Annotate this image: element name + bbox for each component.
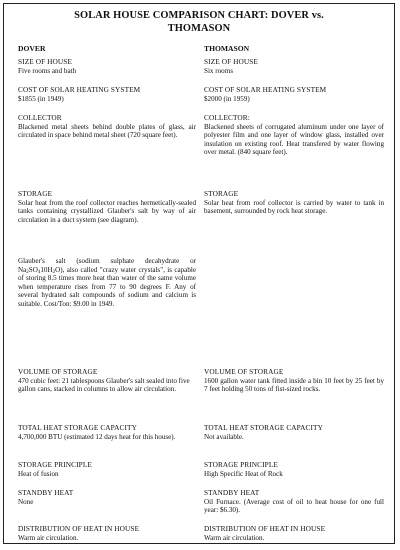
glauber-sub-3: 2 (52, 269, 56, 275)
dover-standby-value: None (18, 497, 34, 506)
dover-volume-label: VOLUME OF STORAGE (18, 367, 98, 376)
dover-volume-value: 470 cubic feet: 21 tablespoons Glauber's salt sealed into five gallon cans, stacked in columns to allow air circulation. (18, 376, 190, 394)
thomason-size-section (204, 58, 384, 75)
glauber-text-b: SO (28, 265, 38, 274)
thomason-storage-value: Solar heat from roof collector is carried by water to tank in basement, surrounded by rock heat storage. (204, 198, 384, 216)
thomason-size-value: Six rooms (204, 66, 233, 75)
thomason-collector-section (204, 114, 384, 157)
dover-standby-label: STANDBY HEAT (18, 488, 74, 497)
dover-distribution-value: Warm air circulation. (18, 533, 79, 542)
thomason-column-heading: THOMASON (204, 44, 250, 53)
dover-cost-section (18, 86, 196, 103)
glauber-text-d: O), also called "crazy water crystals", is capable of storing 8.5 times more heat than water of the same volume when temperature rises from 77 to 90 degrees F. Any of several hydrated salt compounds of sodium and calcium is suitable. Cost/Ton: $9.00 in 1949. (18, 265, 196, 308)
dover-volume-section (18, 368, 196, 394)
thomason-volume-label: VOLUME OF STORAGE (204, 367, 284, 376)
glauber-text-c: 10H (40, 265, 53, 274)
chart-title-line1: SOLAR HOUSE COMPARISON CHART: DOVER vs. (74, 10, 324, 21)
thomason-storage-label: STORAGE (204, 189, 239, 198)
thomason-principle-section (204, 461, 384, 478)
dover-cost-value: $1855 (in 1949) (18, 94, 64, 103)
thomason-cost-section (204, 86, 384, 103)
dover-collector-section (18, 114, 196, 140)
thomason-volume-value: 1600 gallon water tank fitted inside a bin 10 feet by 25 feet by 7 feet holding 50 tons of fist-sized rocks. (204, 376, 384, 394)
thomason-collector-value: Blackened sheets of corrugated aluminum under one layer of polyester film and one layer of window glass, installed over insulation on existing roof. Heat transfered by water flowing over metal. (840 square feet). (204, 122, 384, 157)
thomason-cost-value: $2000 (in 1959) (204, 94, 250, 103)
dover-distribution-label: DISTRIBUTION OF HEAT IN HOUSE (18, 524, 140, 533)
dover-cost-label: COST OF SOLAR HEATING SYSTEM (18, 85, 141, 94)
dover-distribution-section (18, 525, 196, 542)
dover-storage-label: STORAGE (18, 189, 53, 198)
thomason-distribution-value: Warm air circulation. (204, 533, 265, 542)
thomason-standby-section (204, 489, 384, 515)
glauber-sub-2: 4 (37, 269, 41, 275)
thomason-distribution-section (204, 525, 384, 542)
dover-size-value: Five rooms and bath (18, 66, 77, 75)
dover-storage-section (18, 190, 196, 224)
thomason-capacity-value: Not available. (204, 432, 244, 441)
dover-column-heading: DOVER (18, 44, 46, 53)
dover-size-section (18, 58, 196, 75)
dover-collector-label: COLLECTOR (18, 113, 62, 122)
thomason-storage-section (204, 190, 384, 216)
thomason-principle-value: High Specific Heat of Rock (204, 469, 283, 478)
thomason-capacity-label: TOTAL HEAT STORAGE CAPACITY (204, 423, 323, 432)
thomason-standby-value: Oil Furnace. (Average cost of oil to heat house for one full year: $6.30). (204, 497, 384, 515)
dover-principle-section (18, 461, 196, 478)
chart-title-line2: THOMASON (167, 23, 231, 34)
thomason-standby-label: STANDBY HEAT (204, 488, 260, 497)
comparison-chart (3, 3, 395, 544)
dover-collector-value: Blackened metal sheets behind double plates of glass, air circulated in space behind metal sheet (720 square feet). (18, 122, 196, 140)
dover-storage-value: Solar heat from the roof collector reaches hermetically-sealed tanks containing crystallized Glauber's salt by way of air circulation in a duct system (see diagram). (18, 198, 196, 224)
dover-glauber-note (18, 257, 196, 309)
glauber-sub-1: 2 (26, 269, 29, 275)
thomason-cost-label: COST OF SOLAR HEATING SYSTEM (204, 85, 327, 94)
dover-capacity-label: TOTAL HEAT STORAGE CAPACITY (18, 423, 137, 432)
thomason-collector-label: COLLECTOR: (204, 113, 250, 122)
thomason-distribution-label: DISTRIBUTION OF HEAT IN HOUSE (204, 524, 326, 533)
thomason-size-label: SIZE OF HOUSE (204, 57, 259, 66)
glauber-text-a: Glauber's salt (sodium sulphate decahydrate or Na (18, 257, 196, 274)
thomason-volume-section (204, 368, 384, 394)
thomason-capacity-section (204, 424, 384, 441)
dover-principle-value: Heat of fusion (18, 469, 59, 478)
dover-capacity-value: 4,700,000 BTU (estimated 12 days heat for this house). (18, 432, 176, 441)
thomason-principle-label: STORAGE PRINCIPLE (204, 460, 278, 469)
dover-principle-label: STORAGE PRINCIPLE (18, 460, 92, 469)
dover-standby-section (18, 489, 196, 506)
dover-capacity-section (18, 424, 196, 441)
dover-size-label: SIZE OF HOUSE (18, 57, 73, 66)
